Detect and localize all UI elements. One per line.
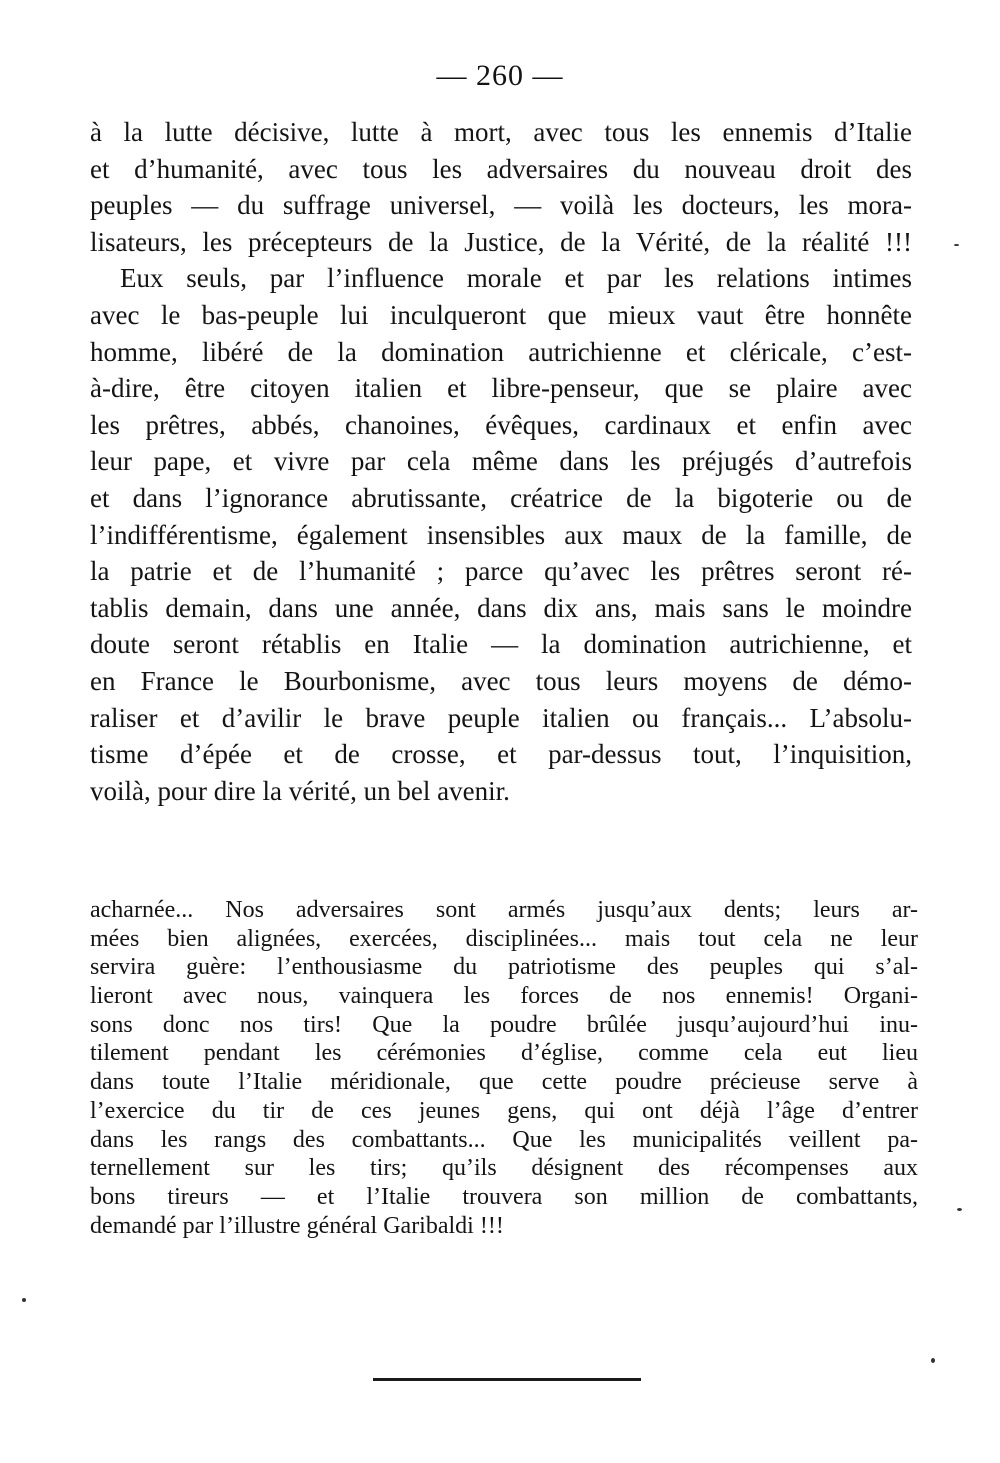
footer-rule — [373, 1378, 641, 1381]
text-line: à la lutte décisive, lutte à mort, avec tous les ennemis d’Italie — [90, 117, 912, 147]
text-line: voilà, pour dire la vérité, un bel avenir. — [90, 775, 510, 806]
text-line: l’exercice du tir de ces jeunes gens, qui ont déjà l’âge d’entrer — [90, 1097, 918, 1124]
text-line: sons donc nos tirs! Que la poudre brûlée jusqu’aujourd’hui inu- — [90, 1011, 918, 1038]
print-speck — [22, 1298, 26, 1302]
text-line: dans toute l’Italie méridionale, que cette poudre précieuse serve à — [90, 1069, 918, 1096]
text-line: la patrie et de l’humanité ; parce qu’avec les prêtres seront ré- — [90, 556, 912, 587]
text-line: avec le bas-peuple lui inculqueront que mieux vaut être honnête — [90, 299, 912, 330]
text-line: en France le Bourbonisme, avec tous leurs moyens de démo- — [90, 665, 912, 696]
text-line: dans les rangs des combattants... Que les municipalités veillent pa- — [90, 1126, 918, 1153]
text-line: lieront avec nous, vainquera les forces de nos ennemis! Organi- — [90, 983, 918, 1010]
text-line: leur pape, et vivre par cela même dans les préjugés d’autrefois — [90, 446, 912, 477]
text-line: l’indifférentisme, également insensibles aux maux de la famille, de — [90, 519, 912, 550]
text-line: ternellement sur les tirs; qu’ils désignent des récompenses aux — [90, 1155, 918, 1182]
text-line: et dans l’ignorance abrutissante, créatrice de la bigoterie ou de — [90, 482, 912, 513]
main-paragraph — [90, 114, 912, 809]
text-line: et d’humanité, avec tous les adversaires du nouveau droit des — [90, 153, 912, 184]
text-line: tablis demain, dans une année, dans dix ans, mais sans le moindre — [90, 592, 912, 623]
text-line: servira guère: l’enthousiasme du patriotisme des peuples qui s’al- — [90, 954, 918, 981]
page-number: — 260 — — [436, 59, 564, 92]
text-line: à-dire, être citoyen italien et libre-penseur, que se plaire avec — [90, 373, 912, 404]
text-line: homme, libéré de la domination autrichienne et cléricale, c’est- — [90, 336, 912, 367]
text-line: demandé par l’illustre général Garibaldi !!! — [90, 1212, 504, 1239]
print-speck — [931, 1358, 935, 1363]
text-line: les prêtres, abbés, chanoines, évêques, cardinaux et enfin avec — [90, 409, 912, 440]
text-line: lisateurs, les précepteurs de la Justice, de la Vérité, de la réalité !!! — [90, 226, 912, 257]
print-speck — [954, 244, 959, 246]
text-line: Eux seuls, par l’influence morale et par les relations intimes — [120, 263, 912, 294]
print-speck — [957, 1208, 962, 1211]
text-line: acharnée... Nos adversaires sont armés jusqu’aux dents; leurs ar- — [90, 897, 918, 923]
text-line: doute seront rétablis en Italie — la domination autrichienne, et — [90, 629, 912, 660]
text-line: raliser et d’avilir le brave peuple italien ou français... L’absolu- — [90, 702, 912, 733]
text-line: peuples — du suffrage universel, — voilà les docteurs, les mora- — [90, 190, 912, 221]
text-line: tisme d’épée et de crosse, et par-dessus tout, l’inquisition, — [90, 739, 912, 770]
text-line: mées bien alignées, exercées, disciplinées... mais tout cela ne leur — [90, 925, 918, 952]
text-line: tilement pendant les cérémonies d’église, comme cela eut lieu — [90, 1040, 918, 1067]
quoted-paragraph — [90, 896, 918, 1240]
text-line: bons tireurs — et l’Italie trouvera son million de combattants, — [90, 1183, 918, 1210]
